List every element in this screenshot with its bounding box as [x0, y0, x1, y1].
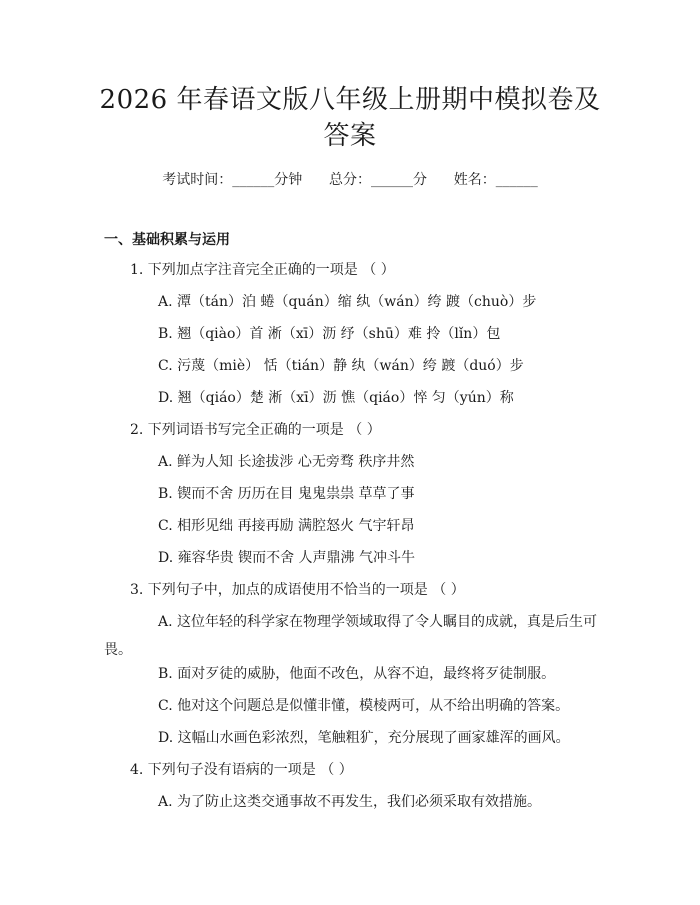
question-option: C. 他对这个问题总是似懂非懂，模棱两可，从不给出明确的答案。: [158, 698, 570, 714]
exam-title: 2026 年春语文版八年级上册期中模拟卷及答案: [99, 85, 601, 151]
question-stem: 1. 下列加点字注音完全正确的一项是 （ ）: [130, 262, 395, 278]
exam-meta-line: [0, 170, 700, 190]
time-unit: 分钟: [274, 172, 303, 188]
section-title: 一、基础积累与运用: [104, 232, 230, 248]
score-unit: 分: [413, 172, 427, 188]
question-stem: 3. 下列句子中，加点的成语使用不恰当的一项是 （ ）: [130, 582, 465, 598]
question-option: C. 相形见绌 再接再励 满腔怒火 气宇轩昂: [158, 518, 415, 534]
question-stem: 4. 下列句子没有语病的一项是 （ ）: [130, 762, 353, 778]
question-option: A. 为了防止这类交通事故不再发生，我们必须采取有效措施。: [158, 794, 542, 810]
time-label: 考试时间：: [162, 172, 233, 188]
time-blank: ______: [232, 172, 275, 188]
question-option: A. 潭（tán）泊 蜷（quán）缩 纨（wán）绔 踱（chuò）步: [158, 294, 537, 310]
question-option: A. 鲜为人知 长途拔涉 心无旁骛 秩序井然: [158, 454, 415, 470]
question-option: A. 这位年轻的科学家在物理学领域取得了令人瞩目的成就，真是后生可畏。: [104, 614, 598, 658]
question-option: B. 翘（qiào）首 淅（xī）沥 纾（shū）难 拎（lǐn）包: [158, 326, 501, 342]
question-option: B. 面对歹徒的威胁，他面不改色，从容不迫，最终将歹徒制服。: [158, 666, 556, 682]
score-label: 总分：: [329, 172, 371, 188]
question-stem: 2. 下列词语书写完全正确的一项是 （ ）: [130, 422, 381, 438]
question-option: D. 翘（qiáo）楚 淅（xī）沥 憔（qiáo）悴 匀（yún）称: [158, 390, 514, 406]
name-label: 姓名：: [453, 172, 496, 188]
name-blank: ______: [495, 172, 538, 188]
question-option: C. 污蔑（miè） 恬（tián）静 纨（wán）绔 踱（duó）步: [158, 358, 524, 374]
score-blank: ______: [371, 172, 413, 188]
question-option: D. 雍容华贵 锲而不舍 人声鼎沸 气冲斗牛: [158, 550, 415, 566]
question-option: D. 这幅山水画色彩浓烈，笔触粗犷，充分展现了画家雄浑的画风。: [158, 730, 570, 746]
question-option: B. 锲而不舍 历历在目 鬼鬼祟祟 草草了事: [158, 486, 415, 502]
